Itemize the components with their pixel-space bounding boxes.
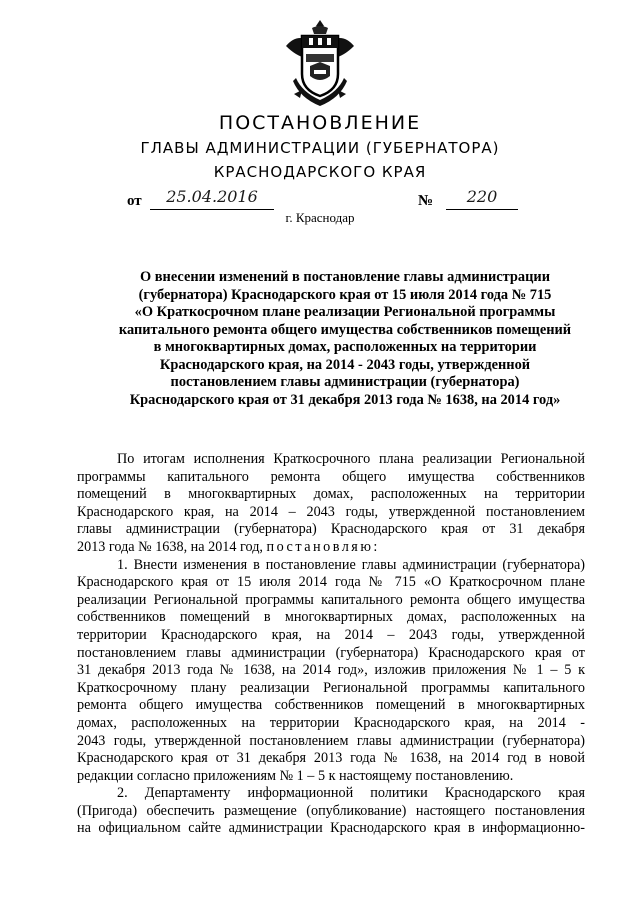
body-line: программы капитального ремонта общего имущества собственников xyxy=(77,468,585,485)
body-line: территории Краснодарского края, на 2014 – 2043 годы, утвержденной xyxy=(77,626,585,643)
body-line: 1. Внести изменения в постановление главы администрации (губернатора) xyxy=(117,556,585,573)
body-line: помещений в многоквартирных домах, расположенных на территории xyxy=(77,486,585,503)
subject-line: О внесении изменений в постановление главы администрации xyxy=(139,269,550,285)
body-line: домах, расположенных на территории Краснодарского края, на 2014 - xyxy=(77,714,585,731)
issuer-line-2: КРАСНОДАРСКОГО КРАЯ xyxy=(213,163,427,181)
issuer-line-1: ГЛАВЫ АДМИНИСТРАЦИИ (ГУБЕРНАТОРА) xyxy=(140,139,500,157)
number-label: № xyxy=(418,193,434,209)
body-line xyxy=(77,539,585,557)
document-subject xyxy=(0,269,640,409)
body-line: редакции согласно приложениям № 1 – 5 к настоящему постановлению. xyxy=(77,767,514,784)
date-label: от xyxy=(127,193,142,209)
body-line: (Пригода) обеспечить размещение (опубликование) настоящего постановления xyxy=(77,802,585,819)
subject-line: (губернатора) Краснодарского края от 15 июля 2014 года № 715 xyxy=(138,286,552,303)
body-line: на официальном сайте администрации Краснодарского края в информационно- xyxy=(77,820,585,837)
body-line: Краткосрочному плану реализации Региональной программы капитального xyxy=(77,679,585,696)
body-line: главы администрации (губернатора) Краснодарского края от 31 декабря xyxy=(77,521,585,538)
body-line: ремонта общего имущества собственников помещений в многоквартирных xyxy=(77,697,585,714)
city-label: г. Краснодар xyxy=(285,210,355,225)
subject-line: Краснодарского края от 31 декабря 2013 года № 1638, на 2014 год» xyxy=(129,391,561,408)
document-type-title: ПОСТАНОВЛЕНИЕ xyxy=(218,112,422,134)
number-value: 220 xyxy=(466,187,498,206)
body-line: Краснодарского края от 31 декабря 2013 года № 1638, на 2014 год в новой xyxy=(77,750,585,767)
body-line: По итогам исполнения Краткосрочного плана реализации Региональной xyxy=(117,451,585,467)
subject-line: «О Краткосрочном плане реализации Региональной программы xyxy=(134,304,556,320)
document-body xyxy=(77,451,585,838)
body-line: собственников помещений в многоквартирных домах, расположенных на xyxy=(77,609,585,626)
body-line: 31 декабря 2013 года № 1638, на 2014 год», изложив приложения № 1 – 5 к xyxy=(77,662,585,679)
subject-line: в многоквартирных домах, расположенных на территории xyxy=(153,339,537,355)
body-line: Краснодарского края от 15 июля 2014 года № 715 «О Краткосрочном плане xyxy=(77,574,585,591)
decree-word: постановляю: xyxy=(266,538,380,555)
body-line: реализации Региональной программы капитального ремонта общего имущества xyxy=(77,591,585,608)
body-line: постановлением главы администрации (губернатора) Краснодарского края от xyxy=(77,644,585,661)
coat-of-arms-emblem xyxy=(282,18,358,106)
body-line: 2043 годы, утвержденной постановлением главы администрации (губернатора) xyxy=(77,732,585,749)
subject-line: Краснодарского края, на 2014 - 2043 годы, утвержденной xyxy=(159,356,531,373)
date-value: 25.04.2016 xyxy=(166,187,258,206)
body-line: 2. Департаменту информационной политики Краснодарского края xyxy=(117,785,585,802)
subject-line: постановлением главы администрации (губернатора) xyxy=(170,374,520,390)
body-text: 2013 года № 1638, на 2014 год, xyxy=(77,538,263,555)
body-line: Краснодарского края, на 2014 – 2043 годы, утвержденной постановлением xyxy=(77,503,585,520)
subject-line: капитального ремонта общего имущества собственников помещений xyxy=(118,321,572,338)
